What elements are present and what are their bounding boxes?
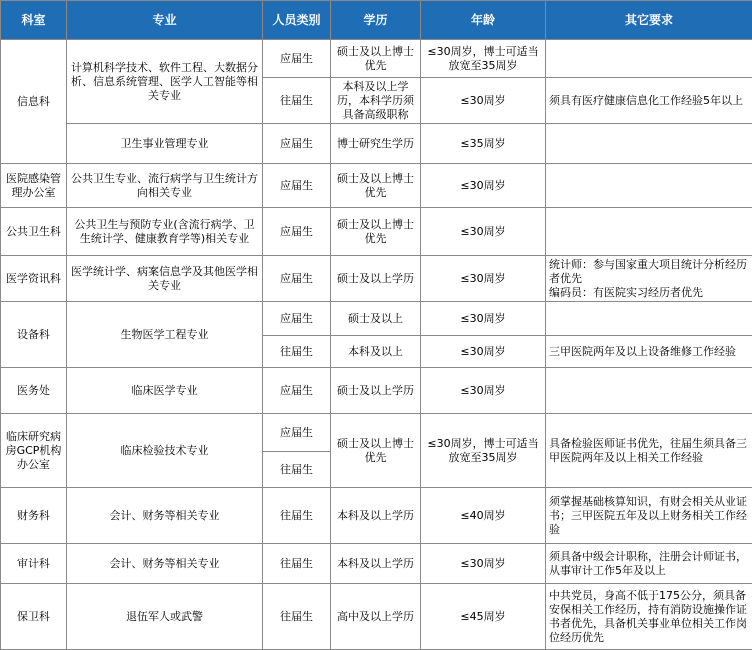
table-row xyxy=(1,368,752,414)
dept-cell: 临床研究病房GCP机构办公室 xyxy=(1,414,67,488)
dept-cell: 审计科 xyxy=(1,544,67,584)
requirement-cell xyxy=(546,208,752,256)
dept-cell: 保卫科 xyxy=(1,584,67,650)
type-cell: 应届生 xyxy=(263,164,331,208)
education-cell: 本科及以上学历，本科学历须具备高级职称 xyxy=(331,78,421,124)
age-cell: ≤45周岁 xyxy=(421,584,546,650)
requirement-cell: 统计师：参与国家重大项目统计分析经历者优先 编码员：有医院实习经历者优先 xyxy=(546,256,752,302)
major-cell: 临床医学专业 xyxy=(67,368,263,414)
type-cell: 应届生 xyxy=(263,302,331,336)
type-cell: 往届生 xyxy=(263,488,331,544)
education-cell: 高中及以上学历 xyxy=(331,584,421,650)
major-cell: 临床检验技术专业 xyxy=(67,414,263,488)
education-cell: 硕士及以上 xyxy=(331,302,421,336)
type-cell: 应届生 xyxy=(263,256,331,302)
age-cell: ≤30周岁 xyxy=(421,208,546,256)
type-cell: 应届生 xyxy=(263,414,331,452)
education-cell: 本科及以上 xyxy=(331,336,421,368)
header-other-requirements: 其它要求 xyxy=(546,1,752,40)
major-cell: 卫生事业管理专业 xyxy=(67,124,263,164)
major-cell: 退伍军人或武警 xyxy=(67,584,263,650)
education-cell: 博士研究生学历 xyxy=(331,124,421,164)
requirement-cell xyxy=(546,368,752,414)
age-cell: ≤30周岁 xyxy=(421,256,546,302)
education-cell: 硕士及以上博士优先 xyxy=(331,414,421,488)
type-cell: 往届生 xyxy=(263,544,331,584)
education-cell: 硕士及以上博士优先 xyxy=(331,40,421,78)
education-cell: 本科及以上学历 xyxy=(331,544,421,584)
major-cell: 会计、财务等相关专业 xyxy=(67,544,263,584)
table-row xyxy=(1,256,752,302)
type-cell: 应届生 xyxy=(263,124,331,164)
type-cell: 往届生 xyxy=(263,336,331,368)
table-row xyxy=(1,164,752,208)
age-cell: ≤30周岁，博士可适当放宽至35周岁 xyxy=(421,414,546,488)
requirement-cell xyxy=(546,124,752,164)
header-type: 人员类别 xyxy=(263,1,331,40)
table-row xyxy=(1,488,752,544)
requirement-cell: 具备检验医师证书优先，往届生须具备三甲医院两年及以上相关工作经验 xyxy=(546,414,752,488)
table-row xyxy=(1,544,752,584)
type-cell: 往届生 xyxy=(263,452,331,488)
table-row xyxy=(1,414,752,452)
requirement-cell: 须具有医疗健康信息化工作经验5年以上 xyxy=(546,78,752,124)
requirement-cell: 中共党员，身高不低于175公分，须具备安保相关工作经历，持有消防设施操作证书者优先，具备机关事业单位相关工作岗位经历优先 xyxy=(546,584,752,650)
table-row xyxy=(1,40,752,78)
header-education: 学历 xyxy=(331,1,421,40)
type-cell: 往届生 xyxy=(263,584,331,650)
age-cell: ≤30周岁 xyxy=(421,78,546,124)
dept-cell: 设备科 xyxy=(1,302,67,368)
requirement-cell: 三甲医院两年及以上设备维修工作经验 xyxy=(546,336,752,368)
dept-cell: 公共卫生科 xyxy=(1,208,67,256)
age-cell: ≤30周岁 xyxy=(421,368,546,414)
age-cell: ≤30周岁 xyxy=(421,336,546,368)
dept-cell: 信息科 xyxy=(1,40,67,164)
major-cell: 生物医学工程专业 xyxy=(67,302,263,368)
education-cell: 本科及以上学历 xyxy=(331,488,421,544)
age-cell: ≤35周岁 xyxy=(421,124,546,164)
table-row xyxy=(1,124,752,164)
dept-cell: 财务科 xyxy=(1,488,67,544)
major-cell: 计算机科学技术、软件工程、大数据分析、信息系统管理、医学人工智能等相关专业 xyxy=(67,40,263,124)
age-cell: ≤40周岁 xyxy=(421,488,546,544)
education-cell: 硕士及以上博士优先 xyxy=(331,164,421,208)
major-cell: 会计、财务等相关专业 xyxy=(67,488,263,544)
age-cell: ≤30周岁，博士可适当放宽至35周岁 xyxy=(421,40,546,78)
age-cell: ≤30周岁 xyxy=(421,164,546,208)
education-cell: 硕士及以上学历 xyxy=(331,368,421,414)
education-cell: 硕士及以上学历 xyxy=(331,256,421,302)
major-cell: 公共卫生专业、流行病学与卫生统计方向相关专业 xyxy=(67,164,263,208)
type-cell: 应届生 xyxy=(263,368,331,414)
dept-cell: 医务处 xyxy=(1,368,67,414)
type-cell: 应届生 xyxy=(263,208,331,256)
type-cell: 往届生 xyxy=(263,78,331,124)
requirement-cell: 须具备中级会计职称，注册会计师证书，从事审计工作5年及以上 xyxy=(546,544,752,584)
requirement-cell xyxy=(546,40,752,78)
requirement-cell: 须掌握基础核算知识，有财会相关从业证书；三甲医院五年及以上财务相关工作经验 xyxy=(546,488,752,544)
requirement-cell xyxy=(546,302,752,336)
header-major: 专业 xyxy=(67,1,263,40)
age-cell: ≤30周岁 xyxy=(421,544,546,584)
dept-cell: 医学资讯科 xyxy=(1,256,67,302)
requirement-cell xyxy=(546,164,752,208)
header-row xyxy=(1,1,752,40)
header-dept: 科室 xyxy=(1,1,67,40)
table-row xyxy=(1,208,752,256)
dept-cell: 医院感染管理办公室 xyxy=(1,164,67,208)
major-cell: 公共卫生与预防专业(含流行病学、卫生统计学、健康教育学等)相关专业 xyxy=(67,208,263,256)
table-row xyxy=(1,584,752,650)
age-cell: ≤30周岁 xyxy=(421,302,546,336)
header-age: 年龄 xyxy=(421,1,546,40)
major-cell: 医学统计学、病案信息学及其他医学相关专业 xyxy=(67,256,263,302)
type-cell: 应届生 xyxy=(263,40,331,78)
table-row xyxy=(1,302,752,336)
education-cell: 硕士及以上博士优先 xyxy=(331,208,421,256)
